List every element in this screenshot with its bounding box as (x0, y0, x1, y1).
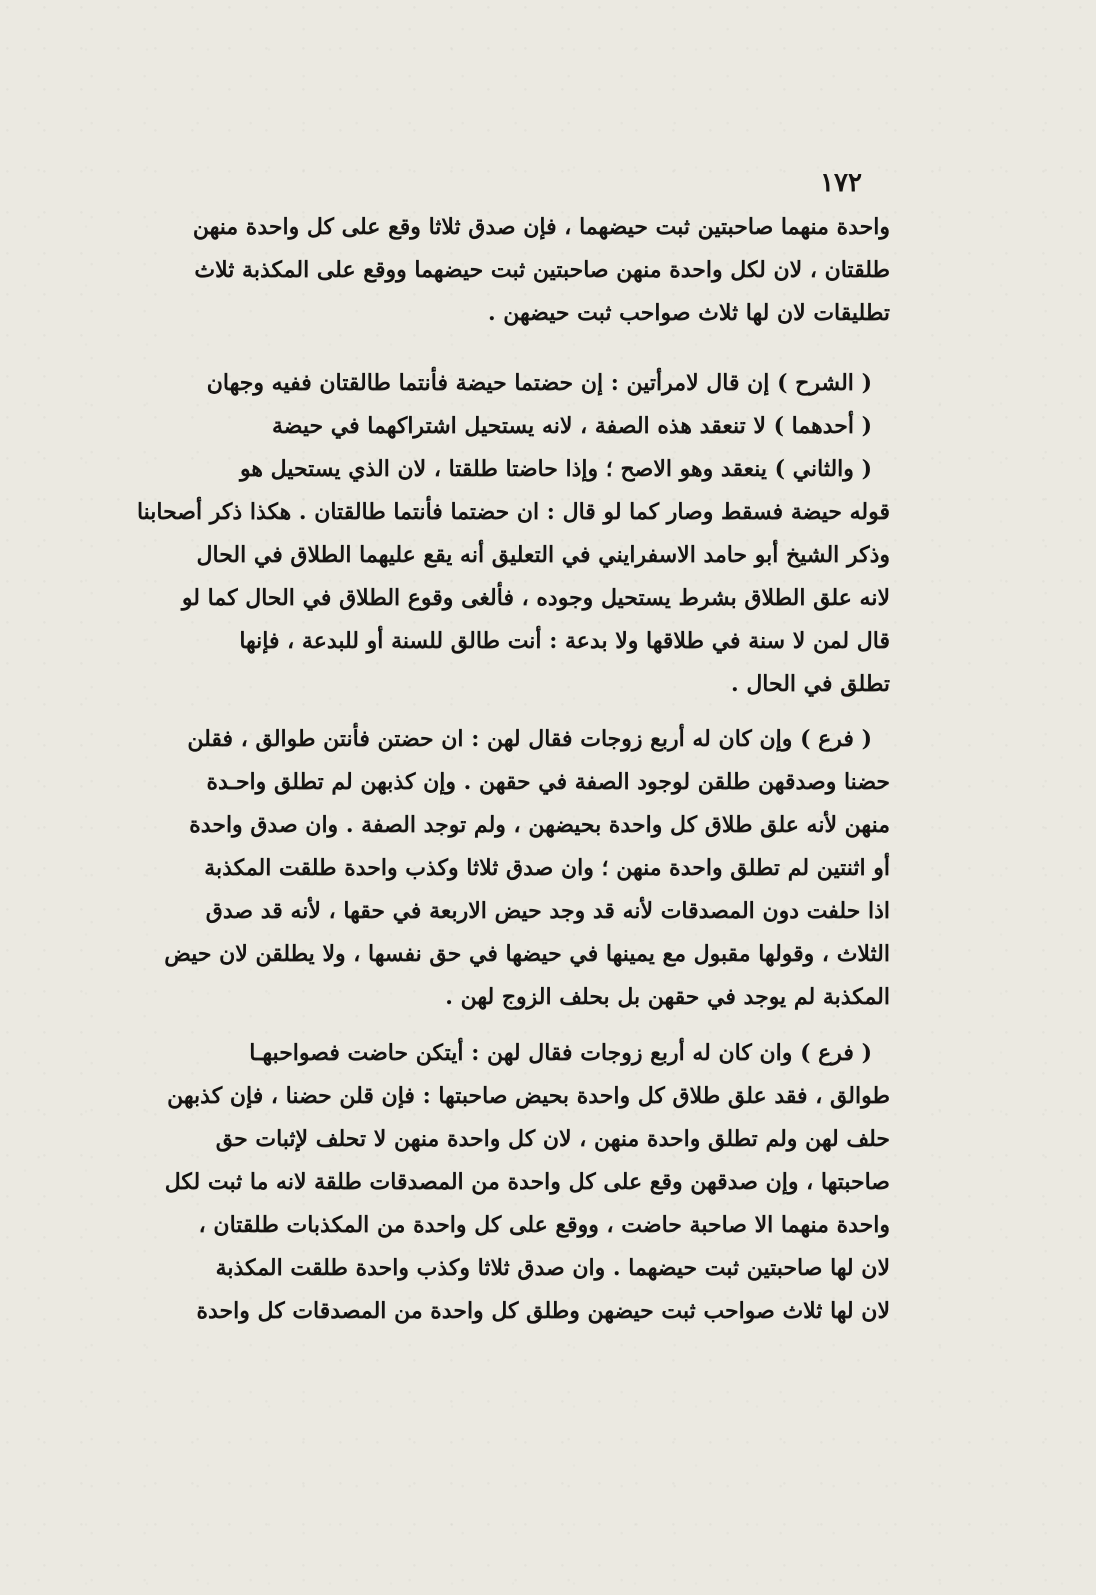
paragraph-2-line-8: تطلق في الحال . (731, 671, 890, 697)
paragraph-1-line-3: تطليقات لان لها ثلاث صواحب ثبت حيضهن . (487, 300, 890, 326)
paragraph-4 (164, 1032, 890, 1333)
paragraph-2-line-4: قوله حيضة فسقط وصار كما لو قال : ان حضتما فأنتما طالقتان . هكذا ذكر أصحابنا (136, 499, 890, 525)
paragraph-3-line-3: منهن لأنه علق طلاق كل واحدة بحيضهن ، ولم توجد الصفة . وان صدق واحدة (189, 812, 890, 838)
paragraph-1-line-1: واحدة منهما صاحبتين ثبت حيضهما ، فإن صدق ثلاثا وقع على كل واحدة منهن (192, 214, 890, 240)
paragraph-3-line-2: حضنا وصدقهن طلقن لوجود الصفة في حقهن . وإن كذبهن لم تطلق واحـدة (206, 769, 890, 795)
paragraph-1-line-2: طلقتان ، لان لكل واحدة منهن صاحبتين ثبت حيضهما ووقع على المكذبة ثلاث (194, 257, 890, 283)
paragraph-3-line-5: اذا حلفت دون المصدقات لأنه قد وجد حيض الاربعة في حقها ، لأنه قد صدق (205, 898, 890, 924)
paragraph-4-line-4: صاحبتها ، وإن صدقهن وقع على كل واحدة من المصدقات طلقة لانه ما ثبت لكل (164, 1169, 890, 1195)
paragraph-3-line-1: ( فرع ) وإن كان له أربع زوجات فقال لهن : ان حضتن فأنتن طوالق ، فقلن (187, 726, 872, 752)
paragraph-4-line-5: واحدة منهما الا صاحبة حاضت ، ووقع على كل واحدة من المكذبات طلقتان ، (198, 1212, 890, 1238)
paragraph-3-line-4: أو اثنتين لم تطلق واحدة منهن ؛ وان صدق ثلاثا وكذب واحدة طلقت المكذبة (204, 855, 890, 881)
paragraph-2 (136, 362, 890, 706)
paragraph-4-line-6: لان لها صاحبتين ثبت حيضهما . وان صدق ثلاثا وكذب واحدة طلقت المكذبة (215, 1255, 890, 1281)
paragraph-2-line-1: ( الشرح ) إن قال لامرأتين : إن حضتما حيضة فأنتما طالقتان ففيه وجهان (206, 370, 872, 396)
page-number: ١٧٢ (820, 168, 862, 198)
paragraph-4-line-3: حلف لهن ولم تطلق واحدة منهن ، لان كل واحدة منهن لا تحلف لإثبات حق (215, 1126, 890, 1152)
paragraph-3-line-6: الثلاث ، وقولها مقبول مع يمينها في حيضها في حق نفسها ، ولا يطلقن لان حيض (164, 941, 890, 967)
paragraph-2-line-3: ( والثاني ) ينعقد وهو الاصح ؛ وإذا حاضتا طلقتا ، لان الذي يستحيل هو (240, 456, 872, 482)
paragraph-1 (192, 206, 890, 335)
paragraph-4-line-7: لان لها ثلاث صواحب ثبت حيضهن وطلق كل واحدة من المصدقات كل واحدة (196, 1298, 890, 1324)
paragraph-2-line-2: ( أحدهما ) لا تنعقد هذه الصفة ، لانه يستحيل اشتراكهما في حيضة (272, 413, 872, 439)
paragraph-2-line-6: لانه علق الطلاق بشرط يستحيل وجوده ، فألغى وقوع الطلاق في الحال كما لو (181, 585, 890, 611)
paragraph-2-line-5: وذكر الشيخ أبو حامد الاسفرايني في التعليق أنه يقع عليهما الطلاق في الحال (196, 542, 890, 568)
paragraph-4-line-2: طوالق ، فقد علق طلاق كل واحدة بحيض صاحبتها : فإن قلن حضنا ، فإن كذبهن (167, 1083, 890, 1109)
paragraph-4-line-1: ( فرع ) وان كان له أربع زوجات فقال لهن : أيتكن حاضت فصواحبهـا (249, 1040, 872, 1066)
paragraph-3 (164, 718, 890, 1019)
paragraph-3-line-7: المكذبة لم يوجد في حقهن بل بحلف الزوج لهن . (445, 984, 890, 1010)
paragraph-2-line-7: قال لمن لا سنة في طلاقها ولا بدعة : أنت طالق للسنة أو للبدعة ، فإنها (239, 628, 890, 654)
